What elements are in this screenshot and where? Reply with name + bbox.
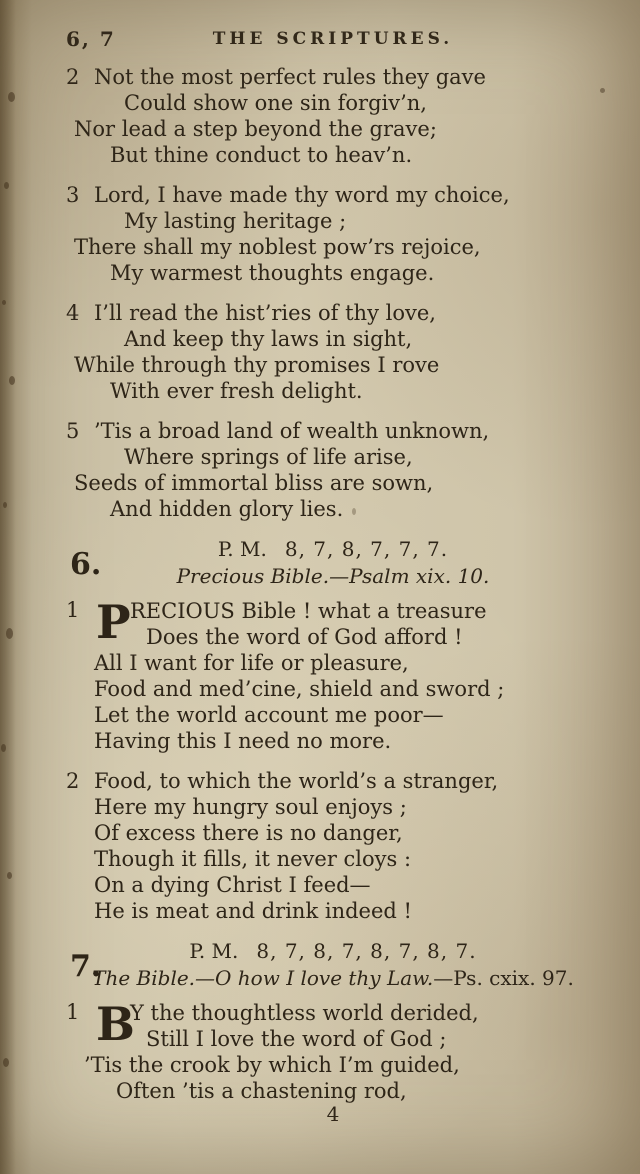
verse [66, 997, 600, 1104]
verse-number: 2 [66, 65, 80, 89]
hymn-6-heading [66, 536, 600, 590]
verse-first-line [66, 418, 600, 444]
verse-line: Still I love the word of God ; [146, 1027, 447, 1051]
verse-line: Food, to which the world’s a stranger, [94, 769, 499, 793]
hymn-title-text: Precious Bible.—Psalm xix. 10. [176, 564, 490, 588]
paper-stain [4, 182, 9, 189]
verse [66, 182, 600, 286]
verse-line: On a dying Christ I feed— [94, 873, 371, 897]
verse-line: Having this I need no more. [94, 729, 392, 753]
verse-line: All I want for life or pleasure, [94, 651, 409, 675]
verse-line: Y the thoughtless world derided, [130, 1001, 479, 1025]
meter-label: P. M. [217, 537, 267, 561]
verse [66, 418, 600, 522]
verse-line: And keep thy laws in sight, [124, 327, 413, 351]
dropcap-lines [130, 598, 487, 650]
meter-numbers: 8, 7, 8, 7, 7, 7. [284, 537, 449, 561]
verse-line: Here my hungry soul enjoys ; [94, 795, 407, 819]
verse-first-line [66, 300, 600, 326]
verse-line: RECIOUS Bible ! what a treasure [130, 599, 487, 623]
hymn-number: 6. [70, 547, 102, 582]
paper-stain [3, 1058, 9, 1067]
verse-number: 2 [66, 769, 80, 793]
paper-stain [600, 88, 605, 93]
paper-stain [8, 92, 15, 102]
verse-number: 3 [66, 183, 80, 207]
verse-first-line [66, 768, 600, 794]
verse-line: But thine conduct to heav’n. [110, 143, 413, 167]
page-binding-shadow [0, 0, 16, 1174]
page-number: 4 [326, 1102, 340, 1126]
verse-line: And hidden glory lies. [110, 497, 344, 521]
paper-stain [3, 502, 7, 508]
verse-line: Often ’tis a chastening rod, [116, 1079, 407, 1103]
meter-label: P. M. [189, 939, 239, 963]
verse [66, 300, 600, 404]
verse [66, 768, 600, 924]
verse-line: ’Tis a broad land of wealth unknown, [94, 419, 490, 443]
verse [66, 64, 600, 168]
verse-line: Let the world account me poor— [94, 703, 444, 727]
hymn-title-text: The Bible.—O how I love thy Law. [92, 966, 434, 990]
hymn-title [66, 563, 600, 590]
verse-line: Not the most perfect rules they gave [94, 65, 486, 89]
dropcap-row [66, 997, 600, 1052]
page-header [66, 26, 600, 52]
verse-line: Lord, I have made thy word my choice, [94, 183, 510, 207]
hymn-7-heading [66, 938, 600, 992]
verse-line: Food and med’cine, shield and sword ; [94, 677, 505, 701]
verse-line: He is meat and drink indeed ! [94, 899, 412, 923]
verse-number: 1 [66, 1000, 80, 1024]
meter-line [66, 938, 600, 965]
verse-line: With ever fresh delight. [110, 379, 363, 403]
running-title: THE SCRIPTURES. [212, 29, 454, 49]
paper-stain [7, 872, 12, 879]
drop-cap: B [96, 997, 135, 1051]
verse-line: Where springs of life arise, [124, 445, 413, 469]
verse-line: Of excess there is no danger, [94, 821, 403, 845]
hymn-text-block [66, 64, 600, 1104]
hymn-number: 7. [70, 949, 102, 984]
paper-stain [2, 300, 6, 305]
paper-stain [9, 376, 15, 385]
paper-stain [6, 628, 13, 639]
verse-number: 4 [66, 301, 80, 325]
verse-line: There shall my noblest pow’rs rejoice, [74, 235, 481, 259]
verse-line: While through thy promises I rove [74, 353, 440, 377]
hymn-title [66, 965, 600, 992]
dropcap-row [66, 595, 600, 650]
verse-line: ’Tis the crook by which I’m guided, [84, 1053, 460, 1077]
verse [66, 595, 600, 754]
verse-first-line [66, 182, 600, 208]
dropcap-lines [130, 1000, 479, 1052]
verse-number: 1 [66, 598, 80, 622]
verse-line: My lasting heritage ; [124, 209, 347, 233]
verse-line: Though it fills, it never cloys : [94, 847, 412, 871]
meter-numbers: 8, 7, 8, 7, 8, 7, 8, 7. [256, 939, 477, 963]
drop-cap: P [96, 595, 131, 649]
hymn-title-reference: —Ps. cxix. 97. [433, 966, 574, 990]
paper-stain [1, 744, 6, 752]
verse-line: Does the word of God afford ! [146, 625, 463, 649]
verse-line: Seeds of immortal bliss are sown, [74, 471, 434, 495]
paper-stain [352, 508, 356, 515]
verse-number: 5 [66, 419, 80, 443]
verse-line: Could show one sin forgiv’n, [124, 91, 427, 115]
meter-line [66, 536, 600, 563]
verse-line: My warmest thoughts engage. [110, 261, 435, 285]
verse-line: Nor lead a step beyond the grave; [74, 117, 437, 141]
verse-line: I’ll read the hist’ries of thy love, [94, 301, 436, 325]
verse-first-line [66, 64, 600, 90]
hymn-numbers-header: 6, 7 [66, 27, 116, 51]
